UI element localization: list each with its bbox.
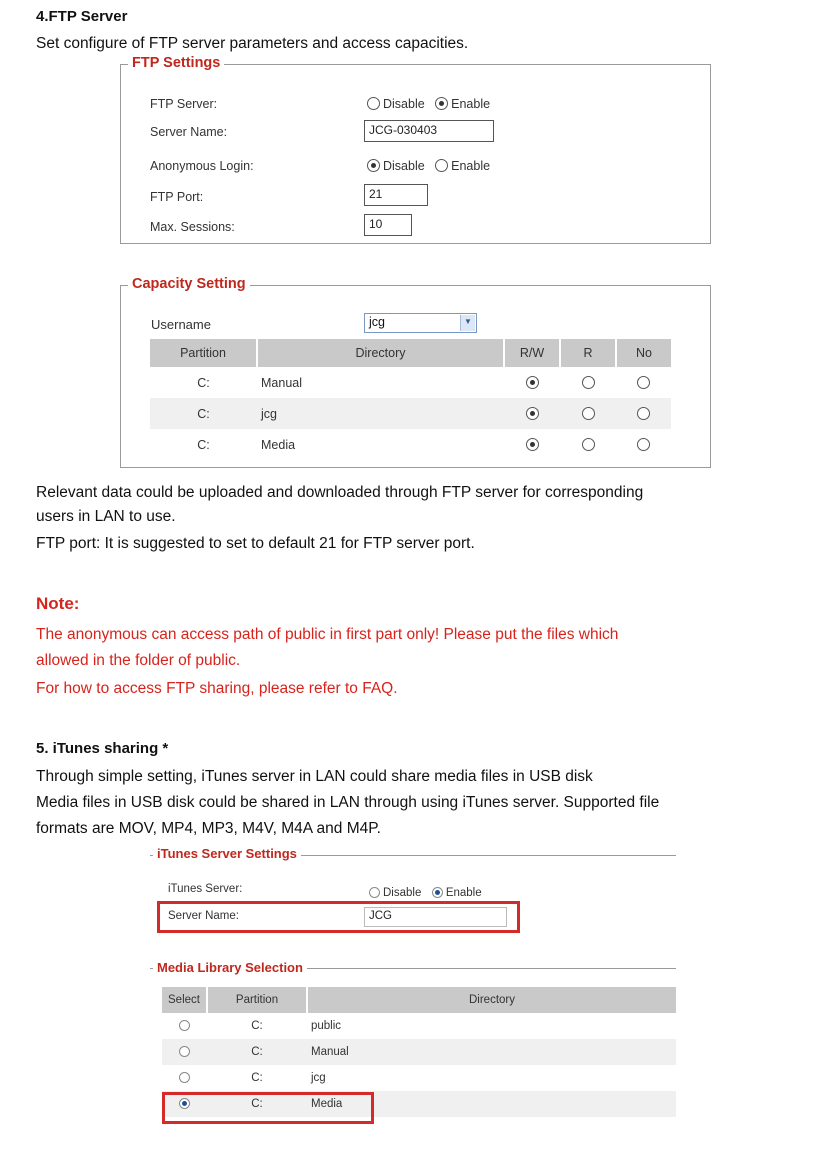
ftp-server-name-input[interactable]: JCG-030403 — [364, 120, 494, 142]
directory-cell: Manual — [307, 1039, 676, 1065]
anonymous-login-radio-group — [367, 157, 496, 175]
itunes-paragraph-2: Media files in USB disk could be shared in LAN through using iTunes server. Supported file — [36, 794, 660, 811]
itunes-enable-radio[interactable] — [432, 887, 443, 898]
partition-cell: C: — [197, 437, 210, 452]
ftp-settings-panel — [120, 64, 711, 244]
ftp-server-enable-label: Enable — [451, 97, 491, 111]
max-sessions-input[interactable]: 10 — [364, 214, 412, 236]
directory-cell: public — [311, 1020, 342, 1032]
section-heading-ftp: 4.FTP Server — [36, 8, 128, 25]
directory-cell: Media — [261, 437, 296, 452]
select-radio[interactable] — [179, 1020, 190, 1031]
directory-cell: jcg — [257, 398, 504, 429]
ftp-port-label: FTP Port: — [150, 190, 204, 204]
anonymous-disable-radio[interactable] — [367, 159, 380, 172]
directory-cell: Media — [307, 1091, 676, 1117]
username-select-value: jcg — [369, 315, 385, 329]
partition-cell: C: — [150, 398, 257, 429]
itunes-enable-label: Enable — [445, 887, 482, 899]
table-row — [150, 398, 671, 429]
ftp-settings-legend: FTP Settings — [128, 55, 224, 71]
ftp-paragraph-2: FTP port: It is suggested to set to default 21 for FTP server port. — [36, 535, 475, 552]
select-radio[interactable] — [179, 1072, 190, 1083]
col-r: R — [560, 339, 616, 367]
no-radio[interactable] — [637, 407, 650, 420]
partition-cell: C: — [207, 1039, 307, 1065]
select-radio[interactable] — [179, 1046, 190, 1057]
table-row — [150, 367, 671, 398]
anonymous-login-label: Anonymous Login: — [150, 159, 254, 173]
table-row — [162, 1065, 676, 1091]
rw-radio[interactable] — [526, 407, 539, 420]
note-text-1: The anonymous can access path of public in first part only! Please put the files which — [36, 626, 619, 643]
ftp-port-input[interactable]: 21 — [364, 184, 428, 206]
rw-radio[interactable] — [526, 438, 539, 451]
ftp-server-label: FTP Server: — [150, 97, 218, 111]
r-radio[interactable] — [582, 438, 595, 451]
media-library-legend: Media Library Selection — [153, 960, 307, 975]
directory-cell: jcg — [311, 1072, 326, 1084]
rw-radio[interactable] — [526, 376, 539, 389]
col-directory: Directory — [257, 339, 504, 367]
itunes-server-radio-group — [369, 883, 488, 901]
chevron-down-icon: ▼ — [460, 315, 475, 331]
ftp-server-radio-group — [367, 95, 496, 113]
capacity-table — [150, 339, 671, 460]
col-partition: Partition — [207, 987, 307, 1013]
col-directory: Directory — [307, 987, 676, 1013]
ftp-server-name-label: Server Name: — [150, 125, 228, 139]
itunes-disable-radio[interactable] — [369, 887, 380, 898]
note-text-2: For how to access FTP sharing, please refer to FAQ. — [36, 680, 398, 697]
ftp-paragraph-1b: users in LAN to use. — [36, 508, 176, 525]
col-partition: Partition — [150, 339, 257, 367]
table-row — [150, 429, 671, 460]
ftp-server-disable-label: Disable — [383, 97, 425, 111]
itunes-disable-label: Disable — [383, 887, 422, 899]
itunes-settings-legend: iTunes Server Settings — [153, 846, 301, 861]
media-table-header — [162, 987, 676, 1013]
no-radio[interactable] — [637, 438, 650, 451]
capacity-setting-legend: Capacity Setting — [128, 276, 250, 292]
partition-cell: C: — [251, 1072, 263, 1084]
username-select[interactable] — [364, 313, 477, 333]
table-row — [162, 1013, 676, 1039]
section-heading-itunes: 5. iTunes sharing * — [36, 740, 169, 757]
note-title: Note: — [36, 594, 80, 613]
directory-cell: Manual — [261, 375, 302, 390]
username-label: Username — [151, 317, 211, 332]
itunes-paragraph-1: Through simple setting, iTunes server in LAN could share media files in USB disk — [36, 768, 593, 785]
r-radio[interactable] — [582, 376, 595, 389]
capacity-table-header — [150, 339, 671, 367]
highlight-server-name-box — [157, 901, 520, 933]
partition-cell: C: — [197, 375, 210, 390]
ftp-server-disable-radio[interactable] — [367, 97, 380, 110]
itunes-paragraph-2b: formats are MOV, MP4, MP3, M4V, M4A and M4P. — [36, 820, 381, 837]
r-radio[interactable] — [582, 407, 595, 420]
partition-cell: C: — [251, 1020, 263, 1032]
highlight-media-row-box — [162, 1092, 374, 1124]
anonymous-enable-label: Enable — [451, 159, 491, 173]
ftp-paragraph-1: Relevant data could be uploaded and downloaded through FTP server for corresponding — [36, 484, 644, 501]
note-text-1b: allowed in the folder of public. — [36, 652, 241, 669]
itunes-server-name-label: Server Name: — [168, 910, 239, 922]
ftp-intro-text: Set configure of FTP server parameters and access capacities. — [36, 35, 469, 52]
anonymous-disable-label: Disable — [383, 159, 425, 173]
col-no: No — [616, 339, 671, 367]
anonymous-enable-radio[interactable] — [435, 159, 448, 172]
partition-cell: C: — [207, 1091, 307, 1117]
itunes-server-name-input[interactable]: JCG — [364, 907, 507, 927]
ftp-server-enable-radio[interactable] — [435, 97, 448, 110]
max-sessions-label: Max. Sessions: — [150, 220, 235, 234]
table-row — [162, 1039, 676, 1065]
col-rw: R/W — [504, 339, 560, 367]
itunes-server-label: iTunes Server: — [168, 883, 243, 895]
no-radio[interactable] — [637, 376, 650, 389]
col-select: Select — [162, 987, 207, 1013]
